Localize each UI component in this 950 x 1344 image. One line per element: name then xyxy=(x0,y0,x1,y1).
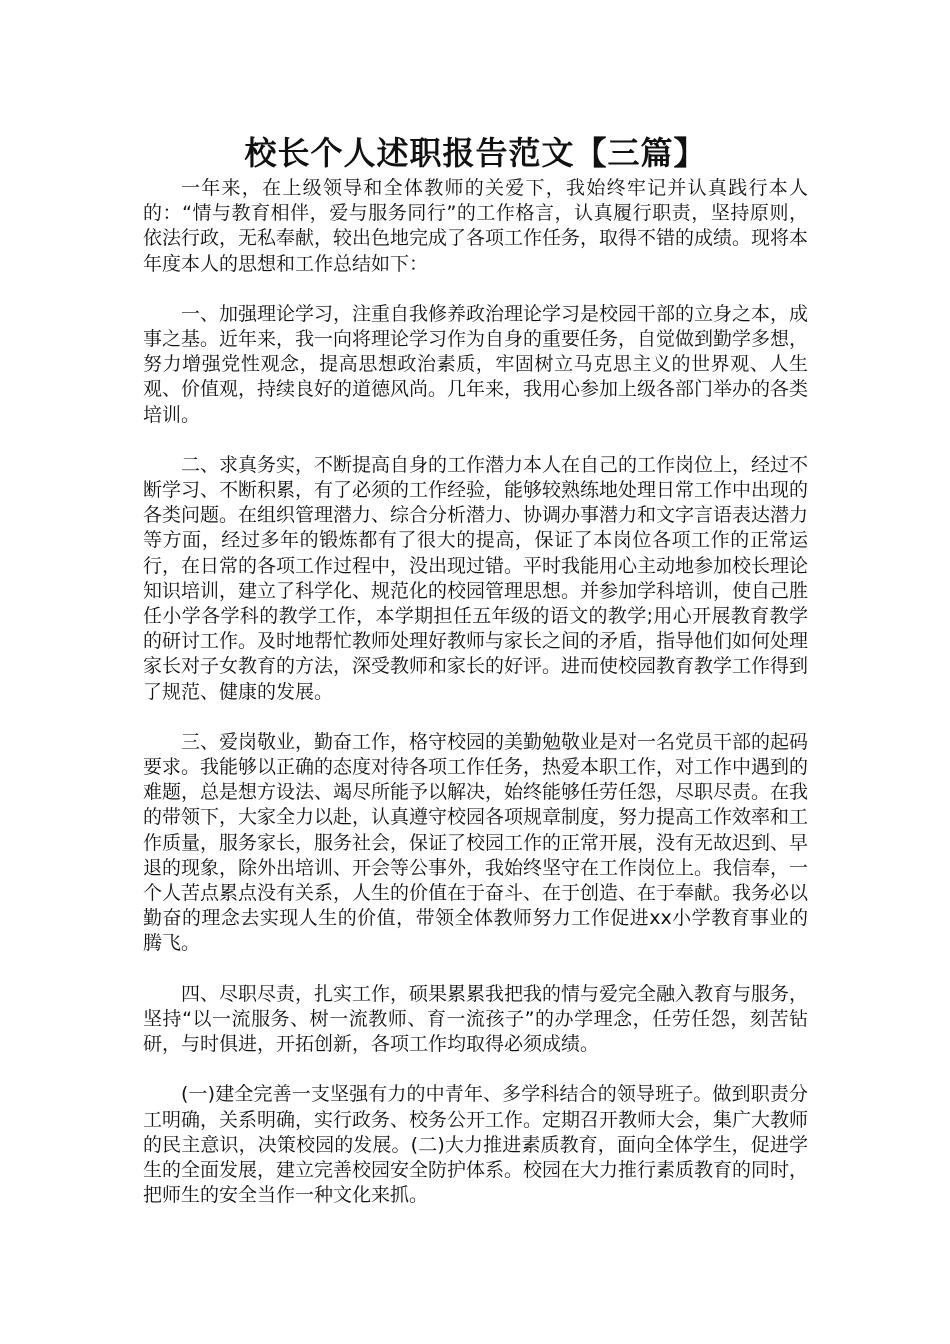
paragraph-section-1: 一、加强理论学习，注重自我修养政治理论学习是校园干部的立身之本，成事之基。近年来，我一向将理论学习作为自身的重要任务，自觉做到勤学多想，努力增强党性观念，提高思想政治素质，牢固树立马克思主义的世界观、人生观、价值观，持续良好的道德风尚。几年来，我用心参加上级各部门举办的各类培训。 xyxy=(143,302,809,426)
paragraph-gap xyxy=(143,428,808,453)
paragraph-gap xyxy=(143,1057,808,1082)
paragraph-gap xyxy=(143,277,808,302)
paragraph-gap xyxy=(143,957,808,982)
paragraph-intro: 一年来，在上级领导和全体教师的关爱下，我始终牢记并认真践行本人的：“情与教育相伴，爱与服务同行”的工作格言，认真履行职责，坚持原则，依法行政，无私奉献，较出色地完成了各项工作任务，取得不错的成绩。现将本年度本人的思想和工作总结如下： xyxy=(143,177,809,275)
paragraph-gap xyxy=(143,705,808,730)
paragraph-section-3: 三、爱岗敬业，勤奋工作，格守校园的美勤勉敬业是对一名党员干部的起码要求。我能够以正确的态度对待各项工作任务，热爱本职工作，对工作中遇到的难题，总是想方设法、竭尽所能予以解决，始终能够任劳任怨，尽职尽责。在我的带领下，大家全力以赴，认真遵守校园各项规章制度，努力提高工作效率和工作质量，服务家长，服务社会，保证了校园工作的正常开展，没有无故迟到、早退的现象，除外出培训、开会等公事外，我始终坚守在工作岗位上。我信奉，一个人苦点累点没有关系，人生的价值在于奋斗、在于创造、在于奉献。我务必以勤奋的理念去实现人生的价值，带领全体教师努力工作促进xx小学教育事业的腾飞。 xyxy=(143,730,809,955)
document-page xyxy=(143,130,808,1208)
document-title: 校长个人述职报告范文【三篇】 xyxy=(244,134,707,172)
paragraph-section-4: 四、尽职尽责，扎实工作，硕果累累我把我的情与爱完全融入教育与服务，坚持“以一流服务、树一流教师、育一流孩子”的办学理念，任劳任怨，刻苦钻研，与时俱进，开拓创新，各项工作均取得必须成绩。 xyxy=(143,982,809,1056)
paragraph-subsection-1: (一)建全完善一支坚强有力的中青年、多学科结合的领导班子。做到职责分工明确，关系明确，实行政务、校务公开工作。定期召开教师大会，集广大教师的民主意识，决策校园的发展。(二)大力推进素质教育，面向全体学生，促进学生的全面发展，建立完善校园安全防护体系。校园在大力推行素质教育的同时，把师生的安全当作一种文化来抓。 xyxy=(143,1083,809,1207)
paragraph-section-2: 二、求真务实，不断提高自身的工作潜力本人在自己的工作岗位上，经过不断学习、不断积累，有了必须的工作经验，能够较熟练地处理日常工作中出现的各类问题。在组织管理潜力、综合分析潜力、协调办事潜力和文字言语表达潜力等方面，经过多年的锻炼都有了很大的提高，保证了本岗位各项工作的正常运行，在日常的各项工作过程中，没出现过错。平时我能用心主动地参加校长理论知识培训，建立了科学化、规范化的校园管理思想。并参加学科培训，使自己胜任小学各学科的教学工作，本学期担任五年级的语文的教学;用心开展教育教学的研讨工作。及时地帮忙教师处理好教师与家长之间的矛盾，指导他们如何处理家长对子女教育的方法，深受教师和家长的好评。进而使校园教育教学工作得到了规范、健康的发展。 xyxy=(143,453,809,703)
